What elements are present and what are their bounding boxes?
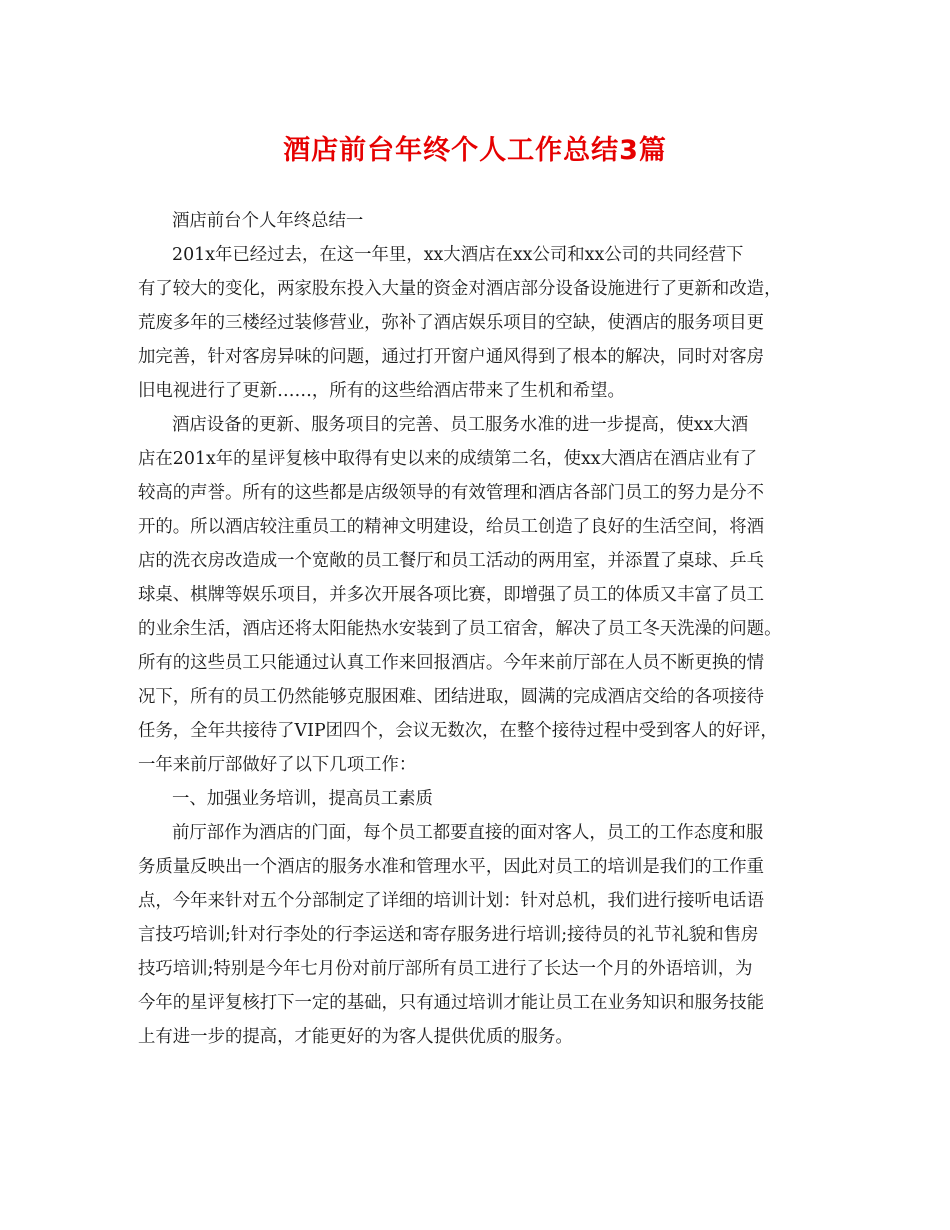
paragraph-line: 况下，所有的员工仍然能够克服困难、团结进取，圆满的完成酒店交给的各项接待 <box>138 687 765 707</box>
paragraph-line: 技巧培训;特别是今年七月份对前厅部所有员工进行了长达一个月的外语培训，为 <box>138 959 753 979</box>
paragraph-line: 酒店设备的更新、服务项目的完善、员工服务水准的进一步提高，使xx大酒 <box>172 415 749 435</box>
paragraph-line: 言技巧培训;针对行李处的行李运送和寄存服务进行培训;接待员的礼节礼貌和售房 <box>138 925 759 945</box>
paragraph-line: 加完善，针对客房异味的问题，通过打开窗户通风得到了根本的解决，同时对客房 <box>138 347 765 367</box>
paragraph-line: 有了较大的变化，两家股东投入大量的资金对酒店部分设备设施进行了更新和改造， <box>138 279 782 299</box>
document-body <box>138 204 828 1054</box>
paragraph-line: 球桌、棋牌等娱乐项目，并多次开展各项比赛，即增强了员工的体质又丰富了员工 <box>138 585 765 605</box>
paragraph-line: 店的洗衣房改造成一个宽敞的员工餐厅和员工活动的两用室，并添置了桌球、乒乓 <box>138 551 765 571</box>
paragraph-line: 上有进一步的提高，才能更好的为客人提供优质的服务。 <box>138 1027 573 1047</box>
paragraph-line: 开的。所以酒店较注重员工的精神文明建设，给员工创造了良好的生活空间，将酒 <box>138 517 765 537</box>
paragraph-line: 的业余生活，酒店还将太阳能热水安装到了员工宿舍，解决了员工冬天洗澡的问题。 <box>138 619 782 639</box>
paragraph-line: 所有的这些员工只能通过认真工作来回报酒店。今年来前厅部在人员不断更换的情 <box>138 653 765 673</box>
paragraph-line: 旧电视进行了更新……，所有的这些给酒店带来了生机和希望。 <box>138 381 625 401</box>
paragraph-line: 今年的星评复核打下一定的基础，只有通过培训才能让员工在业务知识和服务技能 <box>138 993 765 1013</box>
section-heading: 一、加强业务培训，提高员工素质 <box>172 789 433 809</box>
paragraph-line: 荒废多年的三楼经过装修营业，弥补了酒店娱乐项目的空缺，使酒店的服务项目更 <box>138 313 765 333</box>
paragraph-line: 店在201x年的星评复核中取得有史以来的成绩第二名，使xx大酒店在酒店业有了 <box>138 449 758 469</box>
paragraph-line: 前厅部作为酒店的门面，每个员工都要直接的面对客人，员工的工作态度和服 <box>172 823 764 843</box>
document-title: 酒店前台年终个人工作总结3篇 <box>283 135 667 166</box>
paragraph-line: 点，今年来针对五个分部制定了详细的培训计划：针对总机，我们进行接听电话语 <box>138 891 765 911</box>
paragraph-line: 务质量反映出一个酒店的服务水准和管理水平，因此对员工的培训是我们的工作重 <box>138 857 765 877</box>
paragraph-line: 任务，全年共接待了VIP团四个，会议无数次，在整个接待过程中受到客人的好评， <box>138 721 778 741</box>
section-heading: 酒店前台个人年终总结一 <box>172 211 364 231</box>
paragraph-line: 较高的声誉。所有的这些都是店级领导的有效管理和酒店各部门员工的努力是分不 <box>138 483 765 503</box>
paragraph-line: 201x年已经过去，在这一年里，xx大酒店在xx公司和xx公司的共同经营下 <box>172 245 744 265</box>
paragraph-line: 一年来前厅部做好了以下几项工作： <box>138 755 417 775</box>
